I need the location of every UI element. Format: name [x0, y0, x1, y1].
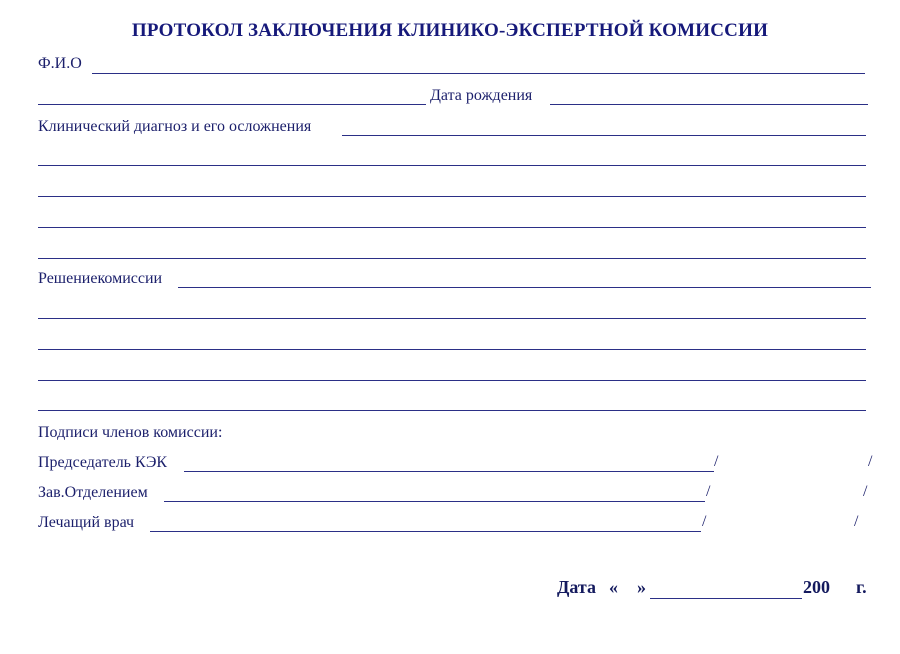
- chairman-label: Председатель КЭК: [38, 454, 168, 471]
- head-of-department-separator-2: /: [863, 483, 868, 500]
- diagnosis-input-line[interactable]: [342, 135, 866, 136]
- decision-input-line[interactable]: [178, 287, 871, 288]
- diagnosis-line-2[interactable]: [38, 165, 866, 166]
- attending-doctor-label: Лечащий врач: [38, 514, 135, 531]
- diagnosis-line-5[interactable]: [38, 258, 866, 259]
- chairman-separator-2: /: [868, 453, 873, 470]
- date-open-quote: «: [609, 577, 618, 597]
- diagnosis-label: Клинический диагноз и его осложнения: [38, 118, 312, 135]
- attending-doctor-separator-2: /: [854, 513, 859, 530]
- date-close-quote: »: [637, 577, 646, 597]
- decision-line-2[interactable]: [38, 318, 866, 319]
- fio-continuation-line[interactable]: [38, 104, 426, 105]
- date-year-suffix: г.: [856, 577, 867, 597]
- diagnosis-line-4[interactable]: [38, 227, 866, 228]
- fio-label: Ф.И.О: [38, 55, 82, 72]
- date-month-input-line[interactable]: [650, 598, 802, 599]
- head-of-department-separator-1: /: [706, 483, 711, 500]
- chairman-signature-line[interactable]: [184, 471, 714, 472]
- chairman-separator-1: /: [714, 453, 719, 470]
- decision-label: Решениекомиссии: [38, 270, 163, 287]
- decision-line-4[interactable]: [38, 380, 866, 381]
- date-footer-label: Дата: [557, 577, 596, 597]
- birth-date-input-line[interactable]: [550, 104, 868, 105]
- decision-line-3[interactable]: [38, 349, 866, 350]
- attending-doctor-signature-line[interactable]: [150, 531, 701, 532]
- decision-line-5[interactable]: [38, 410, 866, 411]
- attending-doctor-separator-1: /: [702, 513, 707, 530]
- signatures-label: Подписи членов комиссии:: [38, 424, 223, 441]
- form-title: ПРОТОКОЛ ЗАКЛЮЧЕНИЯ КЛИНИКО-ЭКСПЕРТНОЙ КОМИССИИ: [131, 20, 769, 41]
- diagnosis-line-3[interactable]: [38, 196, 866, 197]
- head-of-department-signature-line[interactable]: [164, 501, 705, 502]
- date-year-prefix: 200: [803, 577, 830, 597]
- birth-date-label: Дата рождения: [430, 87, 533, 104]
- fio-input-line[interactable]: [92, 73, 865, 74]
- head-of-department-label: Зав.Отделением: [38, 484, 148, 501]
